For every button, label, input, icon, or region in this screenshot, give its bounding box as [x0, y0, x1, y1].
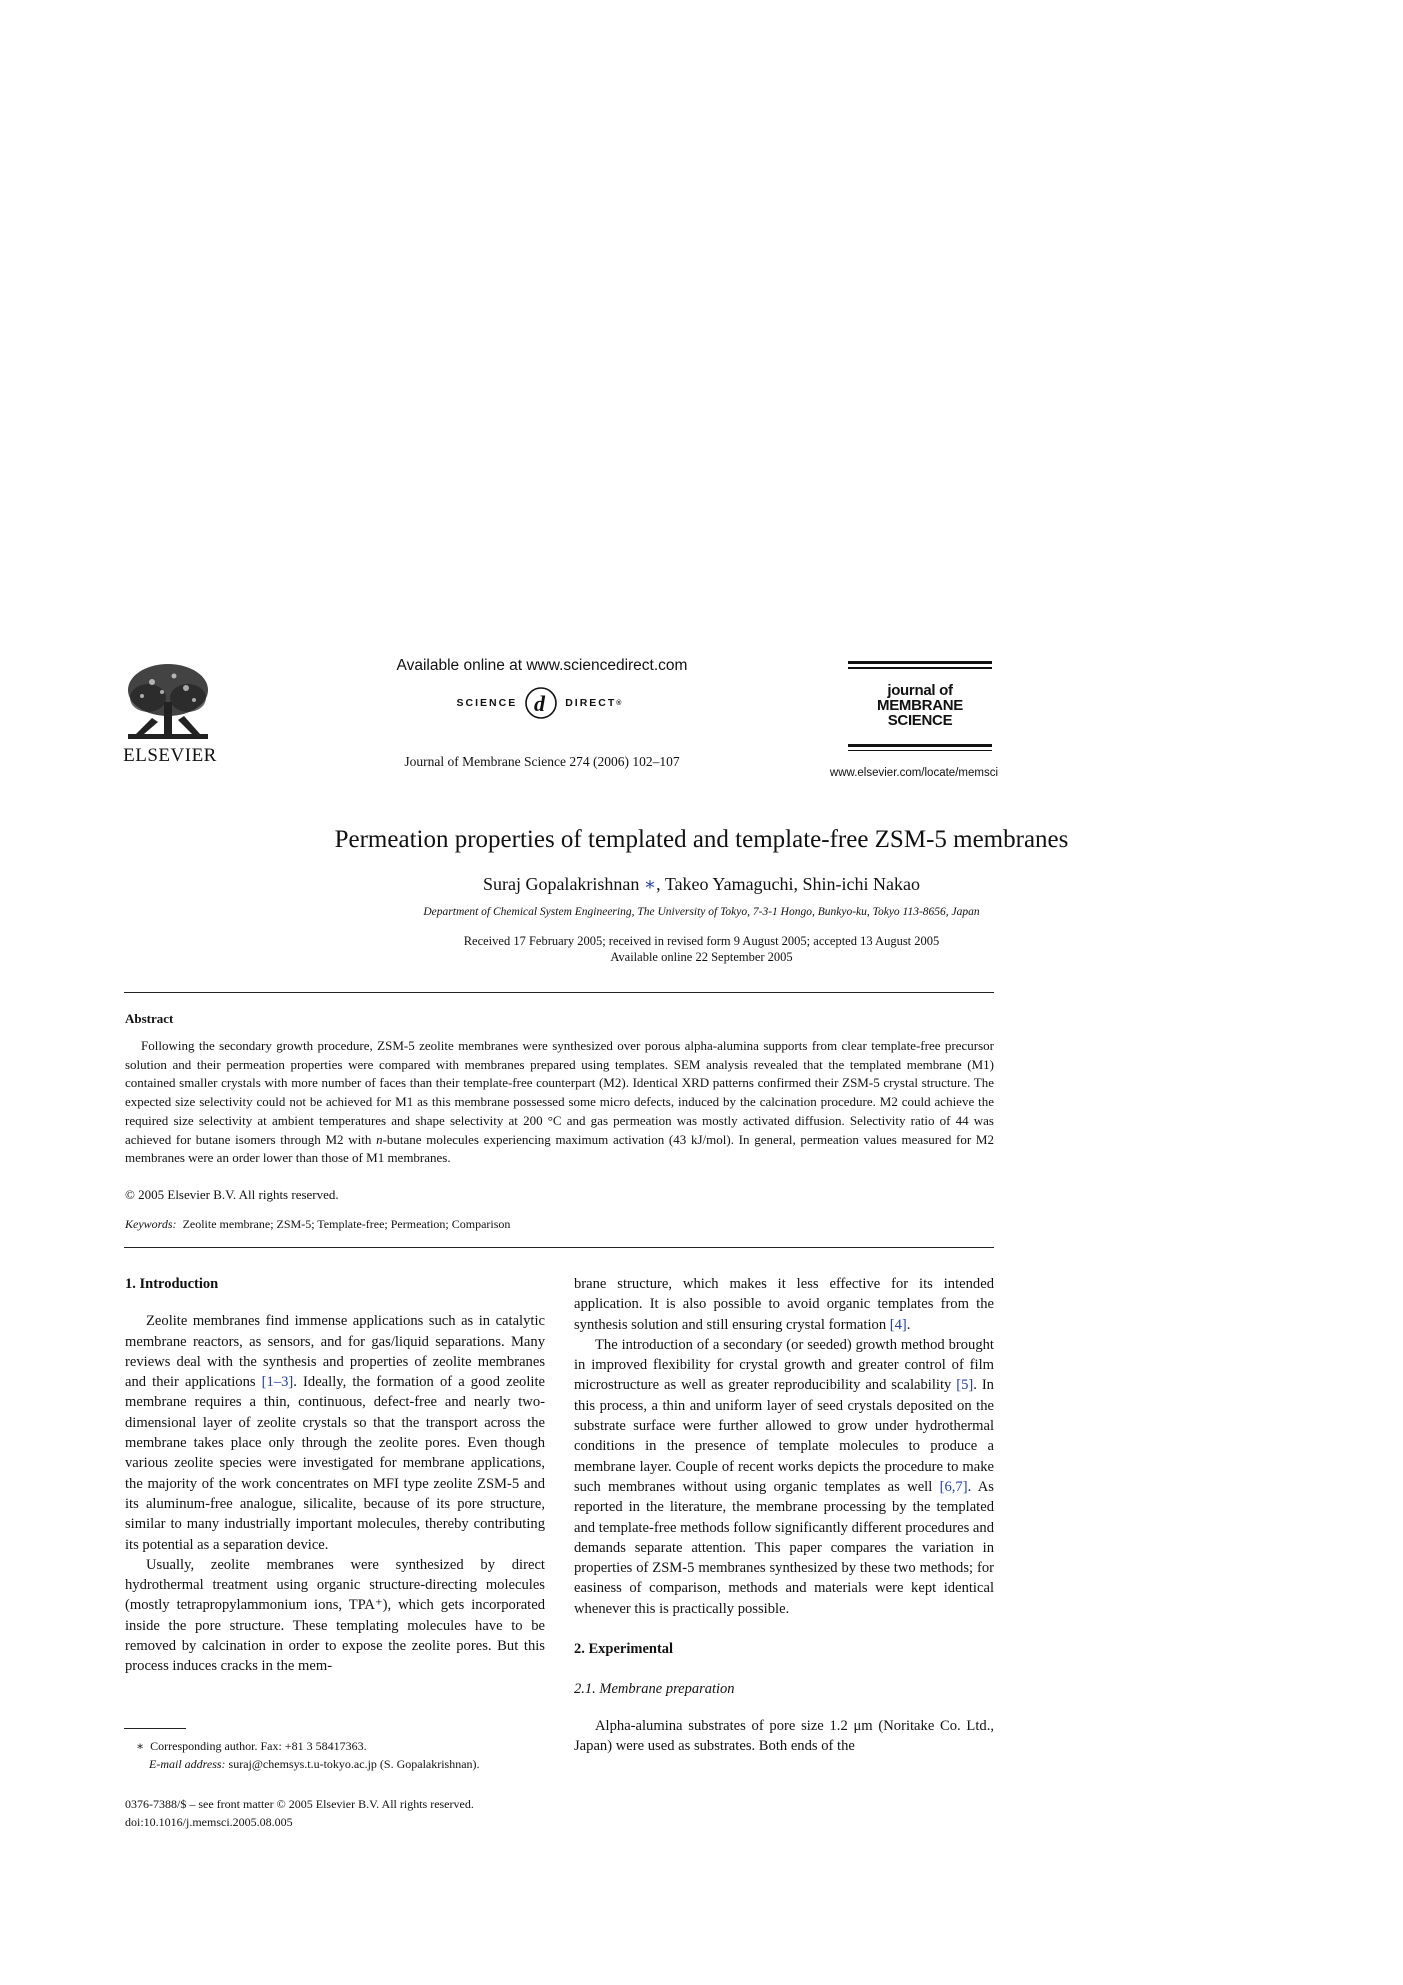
abstract-text [125, 1037, 994, 1168]
publisher-name: ELSEVIER [123, 745, 217, 766]
sd-registered-mark: ® [616, 699, 624, 707]
corresponding-author-link[interactable]: ∗ [643, 874, 657, 894]
sd-left-word: SCIENCE [456, 697, 518, 709]
journal-logo-text [848, 683, 992, 728]
abstract-part-a: Following the secondary growth procedure, ZSM-5 zeolite membranes were synthesized over porous alpha-alumina supports from clear template-free precursor solution and their permeation properties were compared with membranes prepared using templates. SEM analysis revealed that the templated membrane (M1) contained smaller crystals with more number of faces than their template-free counterpart (M2). Identical XRD patterns confirmed their ZSM-5 crystal structure. The expected size selectivity could not be achieved for M1 as this membrane possessed some micro defects, induced by the calcination procedure. M2 could achieve the required size selectivity at ambient temperatures and shape selectivity at 200 °C and gas permeation was mostly activated diffusion. Selectivity ratio of 44 was achieved for butane isomers through M2 with [125, 1038, 994, 1147]
left-column [125, 1274, 545, 1677]
abstract-italic: n [376, 1131, 383, 1147]
abstract-heading: Abstract [125, 1011, 174, 1026]
paragraph-3 [574, 1274, 994, 1335]
journal-url[interactable]: www.elsevier.com/locate/memsci [829, 767, 998, 779]
p3-text-b: . [906, 1316, 911, 1333]
p4-text-a: The introduction of a secondary (or seeded) growth method brought in improved flexibility for crystal growth and greater control of film microstructure as well as greater reproducibility and scalability [574, 1336, 994, 1394]
p3-text-a: brane structure, which makes it less effective for its intended application. It is also possible to avoid organic templates from the synthesis solution and still ensuring crystal formation [574, 1276, 994, 1333]
email-address[interactable]: suraj@chemsys.t.u-tokyo.ac.jp (S. Gopalakrishnan). [228, 1757, 480, 1771]
citation-6-7[interactable]: [6,7] [939, 1478, 968, 1495]
footnotes [136, 1737, 480, 1773]
doi-line[interactable]: doi:10.1016/j.memsci.2005.08.005 [125, 1815, 293, 1829]
logo-rule-top [848, 661, 992, 664]
divider-top [124, 992, 994, 993]
article-title: Permeation properties of templated and template-free ZSM-5 membranes [334, 826, 1069, 853]
keywords-list: Zeolite membrane; ZSM-5; Template-free; Permeation; Comparison [182, 1217, 511, 1231]
footnote-email [136, 1755, 480, 1773]
subsection-2-1-heading: 2.1. Membrane preparation [574, 1681, 735, 1698]
available-online-date: Available online 22 September 2005 [610, 950, 793, 964]
p1-text-b: . Ideally, the formation of a good zeolite membrane requires a thin, continuous, defect-free and nearly two-dimensional layer of zeolite crystals so that the transport across the membrane takes place only through the zeolite pores. Even though various zeolite species were investigated for membrane applications, the majority of the work concentrates on MFI type zeolite ZSM-5 and its aluminum-free analogue, silicalite, because of its pore structure, similar to many industrially important molecules, thereby contributing its potential as a separation device. [125, 1374, 545, 1553]
p1-text-a: Zeolite membranes find immense applications such as in catalytic membrane reactors, as sensors, and for gas/liquid separations. Many reviews deal with the synthesis and properties of zeolite membranes and their applications [125, 1313, 545, 1391]
paragraph-2: Usually, zeolite membranes were synthesized by direct hydrothermal treatment using organic structure-directing molecules (mostly tetrapropylammonium ions, TPA⁺), which gets incorporated inside the pore structure. These templating molecules have to be removed by calcination in order to expose the zeolite pores. But this process induces cracks in the mem- [125, 1556, 545, 1675]
journal-logo-line3: SCIENCE [887, 711, 953, 729]
sd-right-word: DIRECT [565, 697, 617, 709]
journal-logo-line1: journal of [887, 681, 953, 699]
divider-abstract [124, 1247, 994, 1248]
p4-text-b: . In this process, a thin and uniform layer of seed crystals deposited on the substrate surface were further allowed to grow under hydrothermal conditions in the presence of template molecules to produce a membrane layer. Couple of recent works depicts the procedure to make such membranes without using organic templates as well [574, 1377, 994, 1495]
issn-line: 0376-7388/$ – see front matter © 2005 Elsevier B.V. All rights reserved. [125, 1797, 474, 1811]
author-1: Suraj Gopalakrishnan [482, 874, 640, 894]
logo-rule-bottom-thin [848, 750, 992, 752]
keywords [125, 1217, 510, 1232]
paragraph-4 [574, 1335, 994, 1619]
author-list [0, 874, 1403, 895]
svg-text:d: d [534, 691, 548, 716]
journal-citation: Journal of Membrane Science 274 (2006) 102–107 [404, 754, 680, 769]
logo-rule-bottom [848, 744, 992, 747]
available-online-text[interactable]: Available online at www.sciencedirect.com [396, 657, 688, 674]
citation-1-3[interactable]: [1–3] [261, 1374, 294, 1391]
p4-text-c: . As reported in the literature, the membrane processing by the templated and template-free methods follow significantly different procedures and demands separate attention. This paper compares the variation in properties of ZSM-5 membranes synthesized by these two methods; for easiness of comparison, methods and materials were kept identical whenever this is practically possible. [574, 1478, 994, 1617]
footnote-rule [124, 1728, 186, 1729]
paragraph-5: Alpha-alumina substrates of pore size 1.2 μm (Noritake Co. Ltd., Japan) were used as substrates. Both ends of the [574, 1717, 994, 1754]
abstract-part-b: -butane molecules experiencing maximum activation (43 kJ/mol). In general, permeation values measured for M2 membranes were an order lower than those of M1 membranes. [125, 1131, 994, 1166]
keywords-label: Keywords: [125, 1217, 177, 1231]
journal-logo [848, 661, 992, 754]
sciencedirect-d-icon [523, 685, 559, 721]
sciencedirect-logo [440, 682, 640, 724]
article-dates [0, 933, 1403, 965]
received-dates: Received 17 February 2005; received in revised form 9 August 2005; accepted 13 August 2005 [463, 934, 940, 948]
logo-rule-top-thin [848, 667, 992, 669]
email-label: E-mail address: [149, 1757, 226, 1771]
right-column [574, 1274, 994, 1756]
footnote-corresponding-text: Corresponding author. Fax: +81 3 58417363. [150, 1739, 367, 1753]
footnote-corresponding [136, 1737, 480, 1755]
paragraph-1 [125, 1311, 545, 1555]
journal-logo-line2: MEMBRANE [877, 696, 963, 714]
front-matter [125, 1795, 474, 1831]
footnote-mark: ∗ [136, 1739, 145, 1753]
section-2-heading: 2. Experimental [574, 1641, 674, 1658]
affiliation: Department of Chemical System Engineering, The University of Tokyo, 7-3-1 Hongo, Bunkyo-ku, Tokyo 113-8656, Japan [423, 906, 980, 918]
citation-5[interactable]: [5] [956, 1377, 974, 1394]
citation-4[interactable]: [4] [889, 1316, 907, 1333]
abstract-copyright: © 2005 Elsevier B.V. All rights reserved. [125, 1187, 339, 1202]
author-rest: , Takeo Yamaguchi, Shin-ichi Nakao [656, 874, 921, 894]
section-1-heading: 1. Introduction [125, 1276, 219, 1292]
